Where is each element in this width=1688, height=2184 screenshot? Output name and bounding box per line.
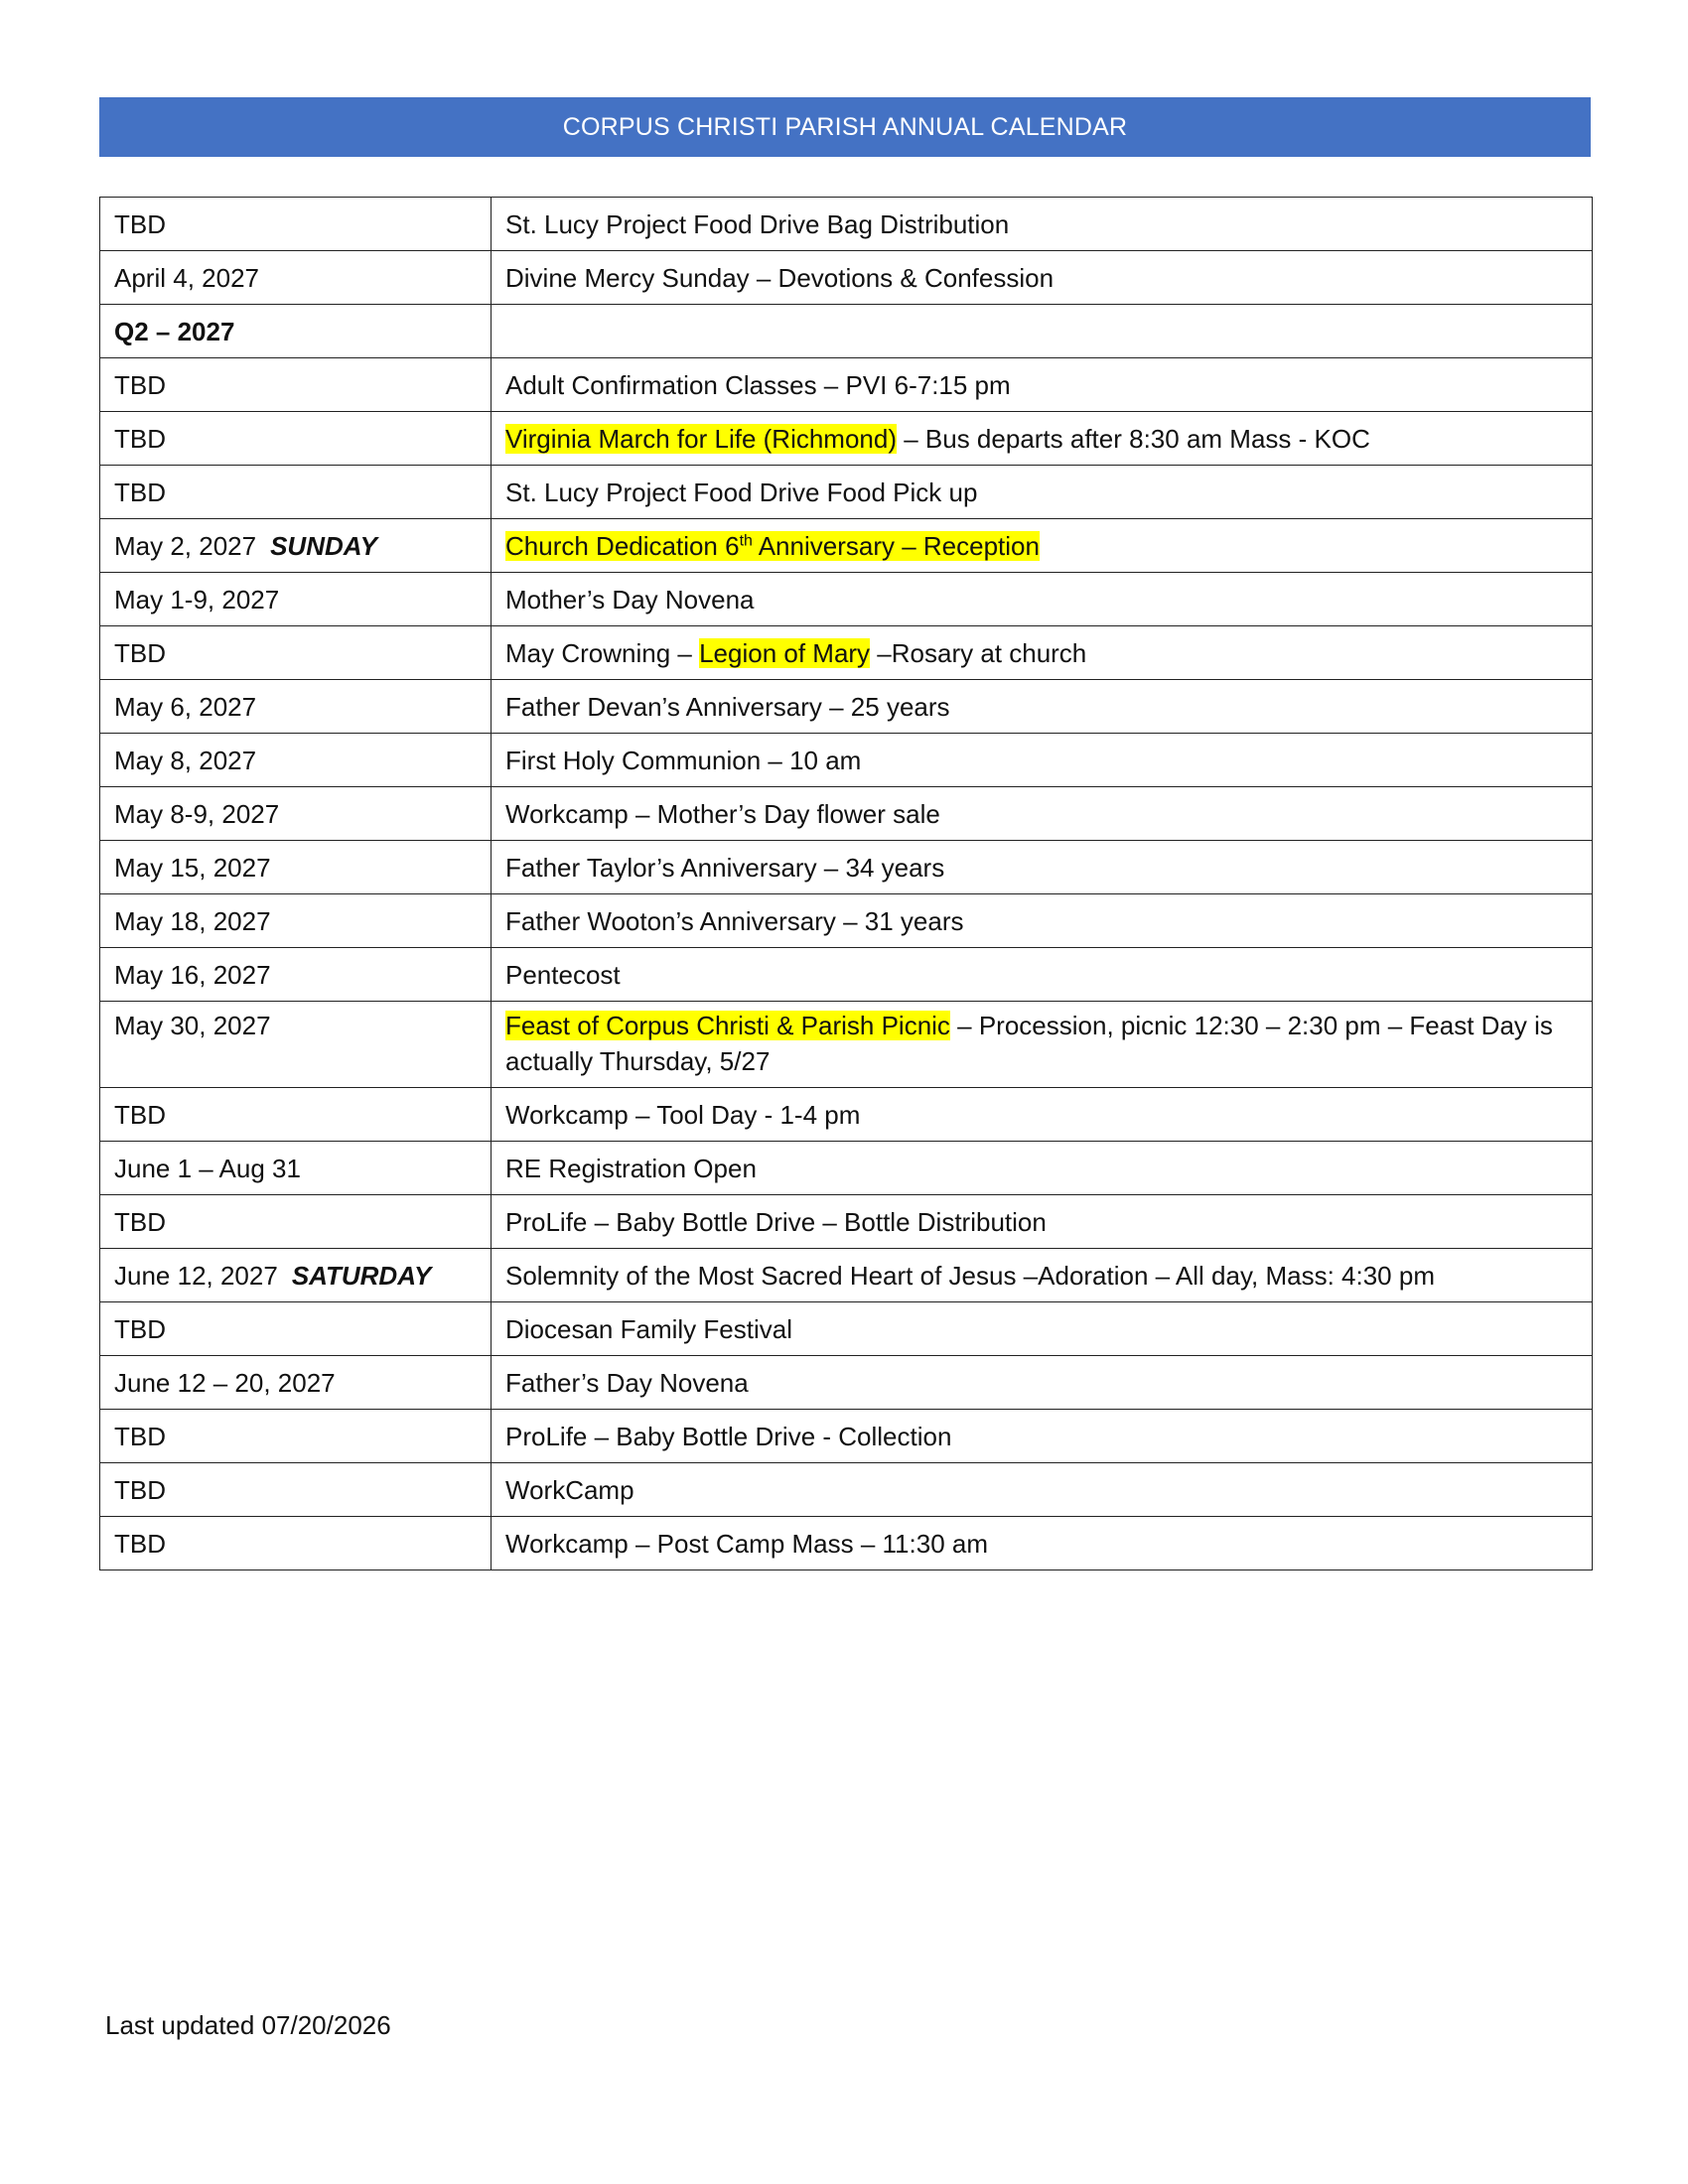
weekday-label: SATURDAY (291, 1260, 432, 1291)
event-cell: Mother’s Day Novena (492, 573, 1593, 626)
table-row (100, 198, 1593, 251)
date-cell: May 18, 2027 (100, 894, 492, 948)
date-cell: TBD (100, 1410, 492, 1463)
table-row (100, 1142, 1593, 1195)
date-cell (100, 519, 492, 573)
event-text: –Rosary at church (870, 637, 1087, 668)
table-row (100, 1002, 1593, 1088)
table-row (100, 358, 1593, 412)
event-cell: Father’s Day Novena (492, 1356, 1593, 1410)
highlighted-text (505, 531, 1040, 561)
event-cell: Father Taylor’s Anniversary – 34 years (492, 841, 1593, 894)
event-cell: Pentecost (492, 948, 1593, 1002)
table-row (100, 466, 1593, 519)
date-cell: May 8, 2027 (100, 734, 492, 787)
event-cell: St. Lucy Project Food Drive Bag Distribution (492, 198, 1593, 251)
date-cell: April 4, 2027 (100, 251, 492, 305)
table-row (100, 1517, 1593, 1570)
table-row (100, 680, 1593, 734)
quarter-header-row (100, 305, 1593, 358)
event-text: May Crowning – (505, 637, 700, 668)
table-row (100, 1356, 1593, 1410)
event-cell: Adult Confirmation Classes – PVI 6-7:15 pm (492, 358, 1593, 412)
highlighted-text: Legion of Mary (699, 637, 871, 668)
table-row (100, 519, 1593, 573)
table-row (100, 1410, 1593, 1463)
date-cell: June 12 – 20, 2027 (100, 1356, 492, 1410)
event-cell (492, 1002, 1593, 1088)
event-text: – Procession, picnic 12:30 – 2:30 pm – Feast Day is actually Thursday, 5/27 (505, 1011, 1553, 1076)
event-cell: Diocesan Family Festival (492, 1302, 1593, 1356)
event-cell (492, 626, 1593, 680)
table-row (100, 1195, 1593, 1249)
table-row (100, 841, 1593, 894)
date-cell: TBD (100, 1463, 492, 1517)
event-cell: Father Wooton’s Anniversary – 31 years (492, 894, 1593, 948)
date-cell: TBD (100, 1302, 492, 1356)
weekday-label: SUNDAY (270, 530, 377, 561)
date-cell: TBD (100, 358, 492, 412)
event-cell: ProLife – Baby Bottle Drive – Bottle Distribution (492, 1195, 1593, 1249)
event-cell: Workcamp – Post Camp Mass – 11:30 am (492, 1517, 1593, 1570)
date-cell: TBD (100, 1195, 492, 1249)
event-text: Anniversary – Reception (752, 530, 1040, 561)
table-row (100, 251, 1593, 305)
calendar-table (99, 197, 1593, 1570)
event-text: Church Dedication 6 (505, 530, 740, 561)
event-cell (492, 305, 1593, 358)
table-row (100, 626, 1593, 680)
highlighted-text: Feast of Corpus Christi & Parish Picnic (505, 1011, 950, 1040)
date-cell: TBD (100, 1517, 492, 1570)
event-cell: First Holy Communion – 10 am (492, 734, 1593, 787)
table-row (100, 1088, 1593, 1142)
event-cell: Workcamp – Mother’s Day flower sale (492, 787, 1593, 841)
event-cell (492, 412, 1593, 466)
date-cell: June 1 – Aug 31 (100, 1142, 492, 1195)
table-row (100, 734, 1593, 787)
date-cell: TBD (100, 198, 492, 251)
event-cell: Solemnity of the Most Sacred Heart of Jesus –Adoration – All day, Mass: 4:30 pm (492, 1249, 1593, 1302)
table-row (100, 1463, 1593, 1517)
event-cell: WorkCamp (492, 1463, 1593, 1517)
table-row (100, 894, 1593, 948)
date-cell: May 15, 2027 (100, 841, 492, 894)
date-text: June 12, 2027 (114, 1260, 278, 1291)
table-row (100, 787, 1593, 841)
event-cell (492, 519, 1593, 573)
date-cell: TBD (100, 412, 492, 466)
date-cell: TBD (100, 626, 492, 680)
calendar-title: CORPUS CHRISTI PARISH ANNUAL CALENDAR (99, 97, 1591, 157)
event-cell: Father Devan’s Anniversary – 25 years (492, 680, 1593, 734)
date-cell: May 6, 2027 (100, 680, 492, 734)
event-text: – Bus departs after 8:30 am Mass - KOC (897, 423, 1370, 454)
date-text: May 2, 2027 (114, 530, 257, 561)
date-cell: TBD (100, 466, 492, 519)
date-cell: May 16, 2027 (100, 948, 492, 1002)
date-cell: May 8-9, 2027 (100, 787, 492, 841)
event-cell: St. Lucy Project Food Drive Food Pick up (492, 466, 1593, 519)
date-cell: TBD (100, 1088, 492, 1142)
event-cell: ProLife – Baby Bottle Drive - Collection (492, 1410, 1593, 1463)
ordinal-suffix: th (739, 531, 753, 549)
table-row (100, 948, 1593, 1002)
table-row (100, 1302, 1593, 1356)
date-cell: May 30, 2027 (100, 1002, 492, 1088)
highlighted-text: Virginia March for Life (Richmond) (505, 423, 897, 454)
quarter-label: Q2 – 2027 (100, 305, 492, 358)
event-cell: Workcamp – Tool Day - 1-4 pm (492, 1088, 1593, 1142)
event-cell: Divine Mercy Sunday – Devotions & Confession (492, 251, 1593, 305)
last-updated-note: Last updated 07/20/2026 (105, 2010, 391, 2040)
date-cell (100, 1249, 492, 1302)
table-row (100, 1249, 1593, 1302)
table-row (100, 412, 1593, 466)
event-cell: RE Registration Open (492, 1142, 1593, 1195)
date-cell: May 1-9, 2027 (100, 573, 492, 626)
table-row (100, 573, 1593, 626)
